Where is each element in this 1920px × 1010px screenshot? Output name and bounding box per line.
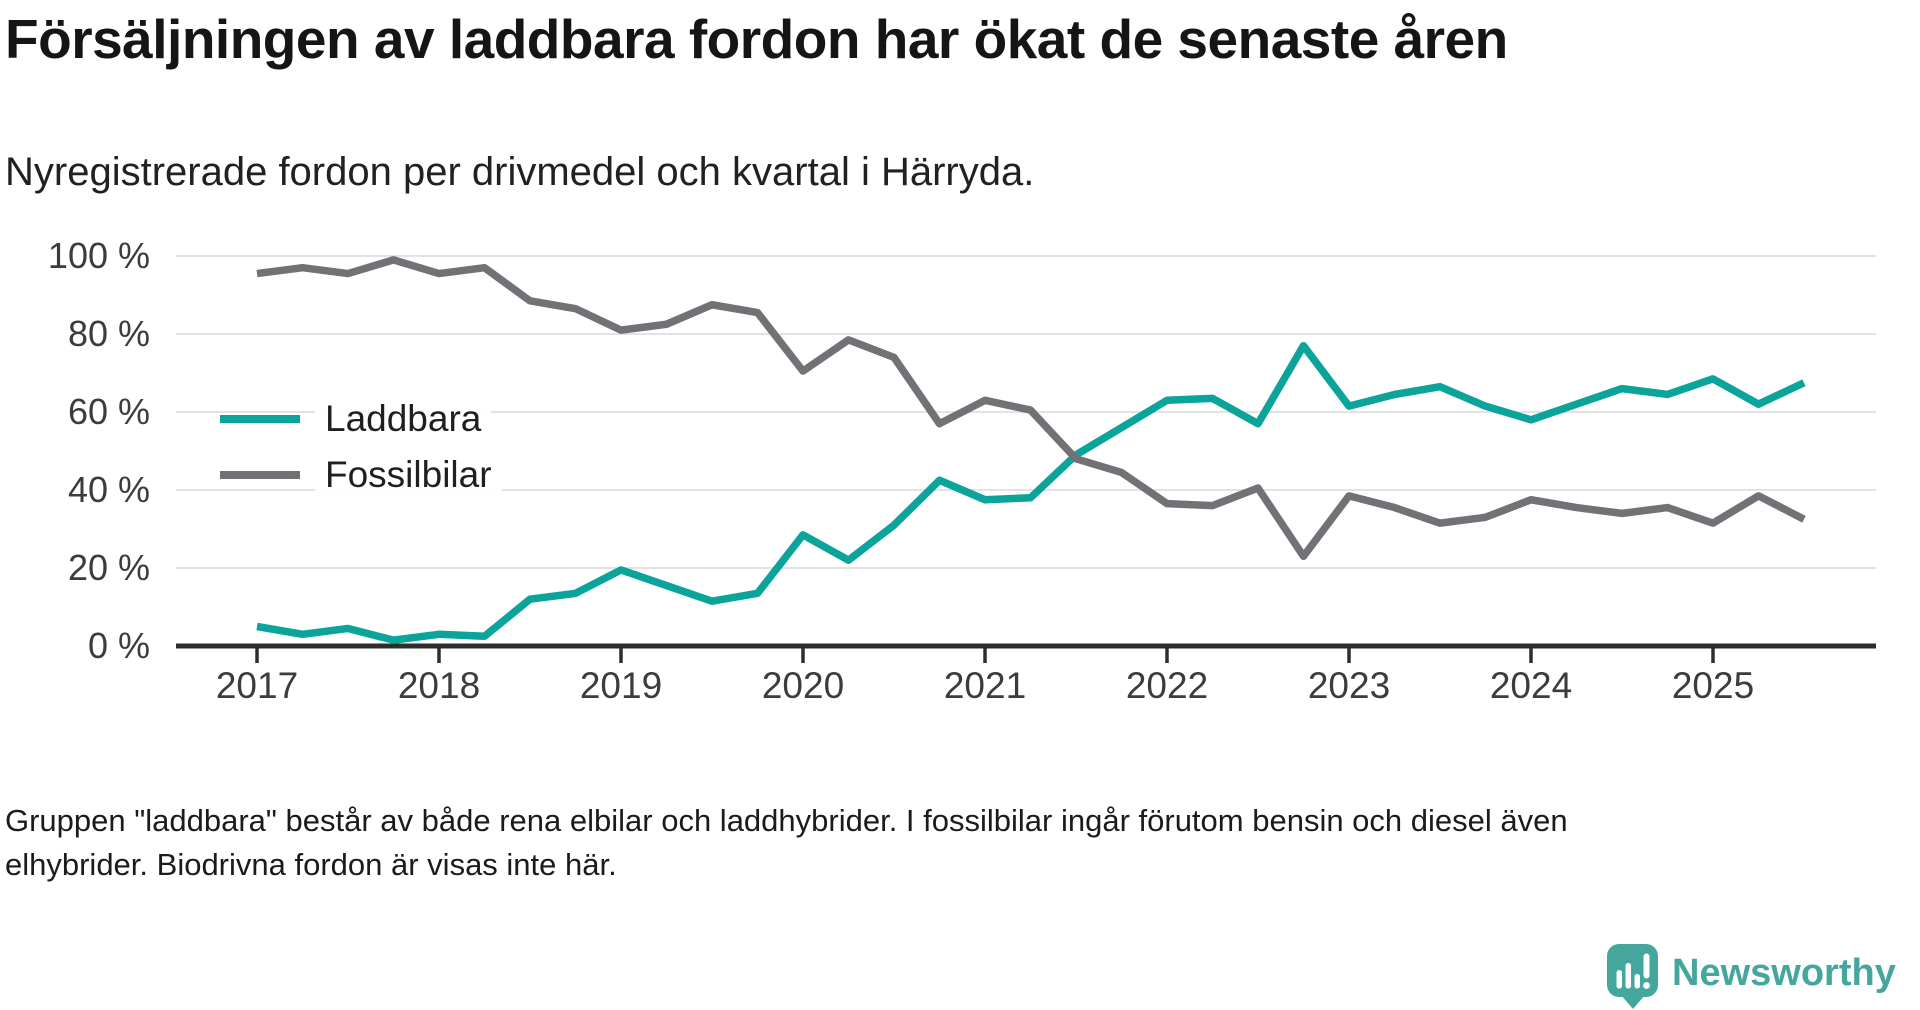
chart-subtitle: Nyregistrerade fordon per drivmedel och kvartal i Härryda. [5, 150, 1035, 194]
x-tick-label: 2018 [397, 665, 481, 706]
footnote-line-2: elhybrider. Biodrivna fordon är visas inte här. [5, 847, 617, 882]
x-tick-label: 2020 [761, 665, 845, 706]
legend-swatch-fossilbilar [220, 471, 300, 479]
logo-bar-1 [1617, 970, 1623, 989]
logo-exclamation-bar [1644, 954, 1650, 979]
y-tick-label: 60 % [67, 391, 150, 432]
logo-exclamation-dot [1643, 982, 1650, 989]
x-tick-label: 2025 [1671, 665, 1755, 706]
legend-label-laddbara: Laddbara [315, 397, 491, 441]
footnote-line-1: Gruppen "laddbara" består av både rena elbilar och laddhybrider. I fossilbilar ingår förutom bensin och diesel även [5, 803, 1568, 838]
y-tick-label: 0 % [87, 625, 150, 666]
y-tick-label: 40 % [67, 469, 150, 510]
legend-item-fossilbilar [220, 453, 502, 497]
newsworthy-logo-text: Newsworthy [1672, 952, 1896, 994]
x-tick-label: 2017 [215, 665, 299, 706]
logo-bar-2 [1626, 963, 1632, 989]
x-tick-label: 2022 [1125, 665, 1209, 706]
logo-bar-3 [1635, 974, 1641, 989]
x-tick-label: 2024 [1489, 665, 1573, 706]
newsworthy-logo-icon [1607, 944, 1659, 1010]
x-tick-label: 2023 [1307, 665, 1391, 706]
x-tick-label: 2021 [943, 665, 1027, 706]
chart-title: Försäljningen av laddbara fordon har ökat de senaste åren [5, 8, 1508, 70]
footnote [5, 799, 1568, 887]
x-tick-label: 2019 [579, 665, 663, 706]
y-tick-label: 100 % [47, 235, 150, 276]
legend-item-laddbara [220, 397, 491, 441]
newsworthy-branding [1607, 944, 1896, 1010]
legend-swatch-laddbara [220, 415, 300, 423]
legend-label-fossilbilar: Fossilbilar [315, 453, 502, 497]
y-tick-label: 20 % [67, 547, 150, 588]
y-tick-label: 80 % [67, 313, 150, 354]
